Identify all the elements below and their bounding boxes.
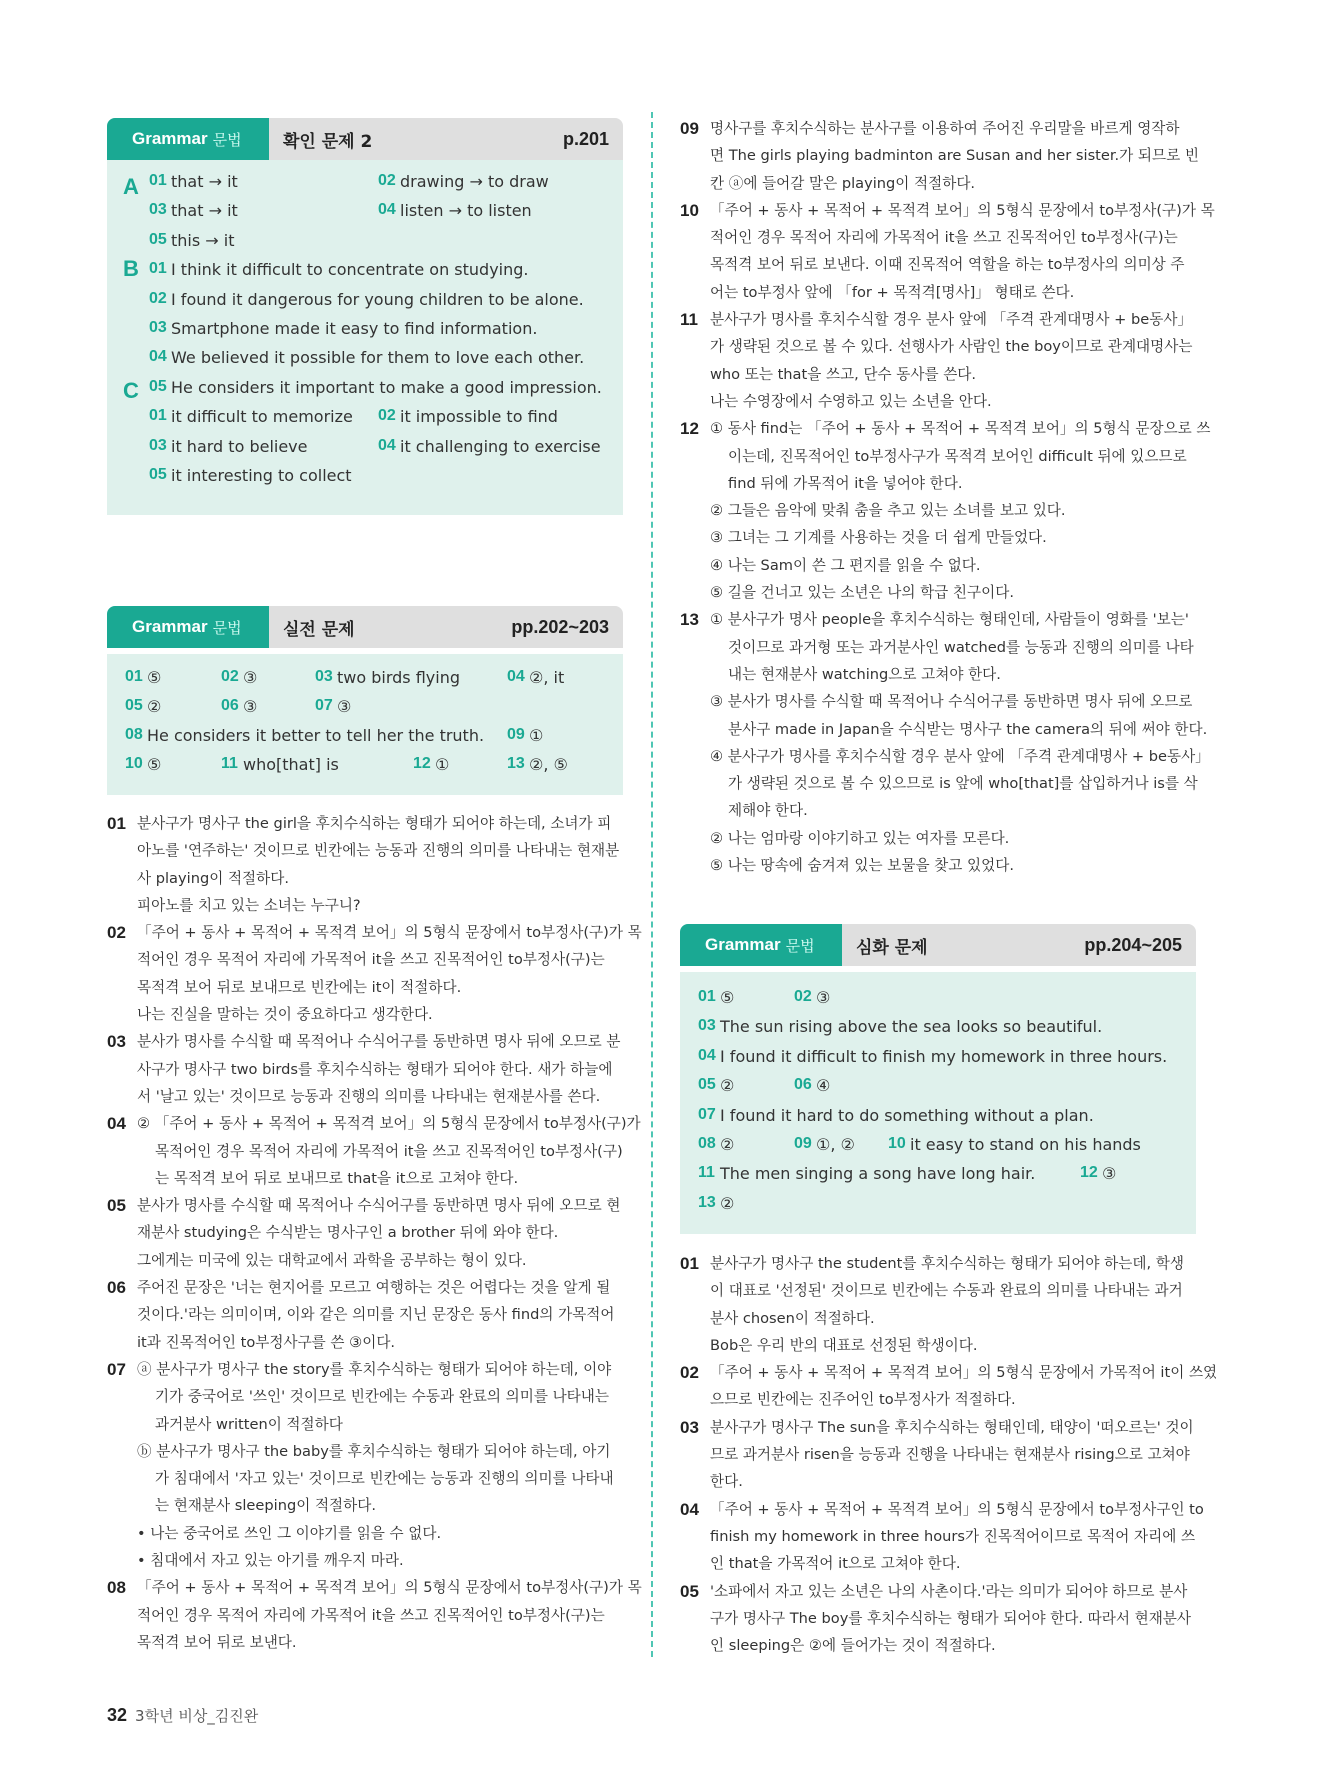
text-line: 한다. — [710, 1473, 743, 1491]
item-number: 03 — [107, 1032, 126, 1052]
text-line: ① 분사구가 명사 people을 후치수식하는 형태인데, 사람들이 영화를 '보는' — [710, 611, 1189, 629]
text-line: 나는 진실을 말하는 것이 중요하다고 생각한다. — [137, 1006, 433, 1024]
item-text — [137, 810, 623, 919]
item-number: 11 — [680, 310, 698, 330]
answer-text: ②, ⑤ — [529, 755, 568, 774]
answer-number: 02 — [378, 407, 396, 425]
answer-text: ⑤ — [720, 988, 735, 1007]
text-line: 기가 중국어로 '쓰인' 것이므로 빈칸에는 수동과 완료의 의미를 나타내는 — [155, 1388, 609, 1406]
text-line: who 또는 that을 쓰고, 단수 동사를 쓴다. — [710, 365, 977, 383]
answer-number: 05 — [149, 377, 167, 395]
text-line: ⓑ 분사구가 명사구 the baby를 후치수식하는 형태가 되어야 하는데, 아기 — [137, 1442, 611, 1460]
explanation-item — [680, 1250, 1196, 1359]
answer-number: 10 — [888, 1135, 906, 1152]
answer-text: Smartphone made it easy to find information. — [171, 319, 538, 338]
answer-text: ③ — [337, 697, 352, 716]
text-line: ⓐ 분사구가 명사구 the story를 후치수식하는 형태가 되어야 하는데, 이야 — [137, 1361, 612, 1378]
item-number: 03 — [680, 1417, 699, 1437]
text-line: 분사구가 명사구 the student를 후치수식하는 형태가 되어야 하는데, 학생 — [710, 1255, 1184, 1272]
text-line: 분사가 명사를 수식할 때 목적어나 수식어구를 동반하면 명사 뒤에 오므로 현 — [137, 1197, 621, 1215]
answer-text: who[that] is — [243, 755, 339, 774]
answer-text: The men singing a song have long hair. — [720, 1164, 1036, 1184]
section-letter: A — [123, 174, 139, 199]
text-line: ② 「주어 + 동사 + 목적어 + 목적격 보어」의 5형식 문장에서 to부정사(구)가 — [137, 1115, 641, 1133]
answer-number: 03 — [149, 319, 167, 336]
item-number: 13 — [680, 610, 699, 630]
answer-number: 09 — [794, 1135, 812, 1152]
section-title: 실전 문제 — [283, 619, 355, 640]
explanation-item — [680, 1359, 1218, 1414]
item-text — [137, 1274, 623, 1356]
answer-number: 07 — [698, 1105, 716, 1123]
item-text — [137, 919, 642, 1028]
item-text — [710, 1578, 1196, 1660]
text-line: 과거분사 written이 적절하다 — [155, 1415, 343, 1433]
text-line: 제해야 한다. — [728, 802, 808, 820]
text-line: 적어인 경우 목적어 자리에 가목적어 it을 쓰고 진목적어인 to부정사(구)는 — [137, 1606, 605, 1624]
text-line: it과 진목적어인 to부정사구를 쓴 ③이다. — [137, 1333, 396, 1351]
item-text — [137, 1356, 623, 1574]
answer-text: The sun rising above the sea looks so beautiful. — [720, 1017, 1103, 1037]
answer-text: ③ — [1102, 1164, 1117, 1184]
text-line: 면 The girls playing badminton are Susan and her sister.가 되므로 빈 — [710, 147, 1199, 165]
answer-text: it hard to believe — [171, 436, 308, 456]
text-line: 사 playing이 적절하다. — [137, 869, 289, 887]
text-line: ③ 분사가 명사를 수식할 때 목적어나 수식어구를 동반하면 명사 뒤에 오므로 — [710, 693, 1193, 711]
explanation-item — [680, 1496, 1204, 1578]
section-title: 확인 문제 2 — [283, 131, 373, 152]
item-text — [710, 115, 1199, 197]
item-text — [710, 1359, 1218, 1414]
text-line: 「주어 + 동사 + 목적어 + 목적격 보어」의 5형식 문장에서 to부정사(구)가 목 — [137, 924, 642, 942]
explanation-item — [107, 1110, 641, 1192]
answer-text: I think it difficult to concentrate on studying. — [171, 260, 529, 280]
answer-number: 02 — [221, 668, 239, 685]
text-line: 인 that을 가목적어 it으로 고쳐야 한다. — [710, 1555, 961, 1573]
text-line: 피아노를 치고 있는 소녀는 누구니? — [137, 896, 361, 914]
text-line: 분사구 made in Japan을 수식받는 명사구 the camera의 뒤에 써야 한다. — [728, 720, 1208, 738]
answer-number: 13 — [698, 1193, 716, 1211]
page-number: 32 — [107, 1705, 128, 1725]
item-number: 05 — [107, 1196, 126, 1216]
answer-number: 03 — [149, 436, 167, 454]
text-line: ② 그들은 음악에 맞춰 춤을 추고 있는 소녀를 보고 있다. — [710, 502, 1066, 520]
item-text — [710, 1250, 1196, 1359]
item-number: 10 — [680, 200, 699, 220]
answer-number: 01 — [149, 407, 167, 425]
answer-number: 08 — [125, 726, 143, 743]
text-line: 가 침대에서 '자고 있는' 것이므로 빈칸에는 능동과 진행의 의미를 나타내 — [155, 1470, 614, 1488]
explanation-item — [107, 1356, 623, 1574]
text-line: 「주어 + 동사 + 목적어 + 목적격 보어」의 5형식 문장에서 to부정사(구)가 목 — [137, 1579, 642, 1597]
answer-text: it interesting to collect — [171, 466, 352, 485]
answer-box-advanced — [680, 972, 1196, 1234]
item-text — [710, 1496, 1204, 1578]
answer-number: 05 — [698, 1076, 716, 1094]
text-line: ⑤ 길을 건너고 있는 소년은 나의 학급 친구이다. — [710, 584, 1014, 602]
explanation-item — [680, 197, 1215, 306]
answer-number: 04 — [698, 1046, 716, 1064]
text-line: 「주어 + 동사 + 목적어 + 목적격 보어」의 5형식 문장에서 가목적어 it이 쓰였 — [710, 1364, 1218, 1382]
answer-number: 03 — [149, 201, 167, 219]
answer-text: I found it dangerous for young children to be alone. — [171, 289, 584, 309]
item-text — [710, 306, 1196, 415]
text-line: 이는데, 진목적어인 to부정사구가 목적격 보어인 difficult 뒤에 있으므로 — [728, 447, 1187, 465]
text-line: 이 대표로 '선정된' 것이므로 빈칸에는 수동과 완료의 의미를 나타내는 과거 — [710, 1282, 1183, 1300]
text-line: 그에게는 미국에 있는 대학교에서 과학을 공부하는 형이 있다. — [137, 1251, 527, 1269]
answer-number: 06 — [794, 1076, 812, 1094]
item-text — [710, 197, 1215, 306]
text-line: 재분사 studying은 수식받는 명사구인 a brother 뒤에 와야 한다. — [137, 1224, 559, 1242]
text-line: 분사구가 명사구 the girl을 후치수식하는 형태가 되어야 하는데, 소녀가 피 — [137, 815, 612, 832]
explanation-item — [680, 1414, 1196, 1496]
text-line: • 침대에서 자고 있는 아기를 깨우지 마라. — [137, 1552, 404, 1570]
item-number: 06 — [107, 1278, 126, 1298]
answer-number: 10 — [125, 755, 143, 772]
answer-number: 02 — [794, 988, 812, 1005]
section-header-check — [107, 118, 623, 160]
answer-text: it challenging to exercise — [400, 436, 601, 456]
footer-text: 3학년 비상_김진완 — [135, 1707, 259, 1725]
item-number: 08 — [107, 1578, 126, 1598]
answer-number: 05 — [149, 466, 167, 483]
text-line: 사구가 명사구 two birds를 후치수식하는 형태가 되어야 한다. 새가 하늘에 — [137, 1060, 613, 1078]
text-line: 구가 명사구 The boy를 후치수식하는 형태가 되어야 한다. 따라서 현재분사 — [710, 1609, 1191, 1627]
answer-number: 04 — [378, 436, 396, 454]
item-number: 12 — [680, 419, 699, 439]
answer-text: ① — [529, 726, 544, 745]
answer-number: 12 — [1080, 1164, 1098, 1182]
item-number: 02 — [680, 1363, 699, 1383]
text-line: 어는 to부정사 앞에 「for + 목적격[명사]」 형태로 쓴다. — [710, 283, 1075, 301]
text-line: 목적격 보어 뒤로 보낸다. 이때 진목적어 역할을 하는 to부정사의 의미상 주 — [710, 256, 1185, 274]
answer-text: I found it difficult to finish my homework in three hours. — [720, 1046, 1168, 1066]
answer-text: ② — [720, 1135, 735, 1154]
answer-text: that → it — [171, 172, 238, 191]
grammar-tag: Grammar 문법 — [680, 924, 842, 966]
explanation-item — [107, 810, 623, 919]
answer-text: ① — [435, 755, 450, 774]
grammar-tag: Grammar 문법 — [107, 118, 269, 160]
answer-number: 04 — [378, 201, 396, 219]
answer-number: 04 — [507, 668, 525, 685]
text-line: 는 목적격 보어 뒤로 보내므로 that을 it으로 고쳐야 한다. — [155, 1169, 519, 1187]
text-line: 는 현재분사 sleeping이 적절하다. — [155, 1497, 376, 1515]
answer-text: ③ — [243, 697, 258, 716]
answer-text: I found it hard to do something without a plan. — [720, 1105, 1094, 1125]
text-line: 「주어 + 동사 + 목적어 + 목적격 보어」의 5형식 문장에서 to부정사구인 to — [710, 1500, 1204, 1518]
answer-number: 06 — [221, 697, 239, 714]
explanation-item — [680, 306, 1196, 415]
answer-number: 09 — [507, 726, 525, 743]
text-line: 가 생략된 것으로 볼 수 있으므로 is 앞에 who[that]를 삽입하거나 is를 삭 — [728, 775, 1198, 793]
text-line: 나는 수영장에서 수영하고 있는 소년을 안다. — [710, 392, 992, 410]
section-letter: C — [123, 378, 139, 403]
text-line: 「주어 + 동사 + 목적어 + 목적격 보어」의 5형식 문장에서 to부정사(구)가 목 — [710, 201, 1215, 219]
answer-text: drawing → to draw — [400, 172, 549, 191]
answer-text: ①, ② — [816, 1135, 855, 1154]
answer-text: ③ — [816, 988, 831, 1007]
answer-text: this → it — [171, 230, 235, 250]
answer-text: it easy to stand on his hands — [910, 1135, 1141, 1154]
text-line: ① 동사 find는 「주어 + 동사 + 목적어 + 목적격 보어」의 5형식 문장으로 쓰 — [710, 420, 1211, 438]
explanation-item — [107, 1192, 623, 1274]
text-line: ② 나는 엄마랑 이야기하고 있는 여자를 모른다. — [710, 829, 1010, 847]
answer-text: ② — [720, 1193, 735, 1213]
answer-text: ② — [147, 697, 162, 716]
section-title: 심화 문제 — [856, 937, 928, 958]
text-line: 인 sleeping은 ②에 들어가는 것이 적절하다. — [710, 1637, 996, 1655]
item-number: 07 — [107, 1360, 126, 1379]
section-header-practice — [107, 606, 623, 648]
explanation-item — [680, 606, 1210, 879]
text-line: finish my homework in three hours가 진목적어이므로 목적어 자리에 쓰 — [710, 1527, 1196, 1545]
answer-text: listen → to listen — [400, 201, 532, 221]
item-number: 04 — [680, 1499, 699, 1519]
page-ref: pp.202~203 — [511, 616, 609, 637]
text-line: 목적격 보어 뒤로 보내므로 빈칸에는 it이 적절하다. — [137, 978, 462, 996]
answer-number: 04 — [149, 348, 167, 366]
answer-text: ④ — [816, 1076, 831, 1096]
text-line: 므로 과거분사 risen을 능동과 진행을 나타내는 현재분사 rising으로 고쳐야 — [710, 1446, 1190, 1464]
answer-number: 08 — [698, 1135, 716, 1152]
item-number: 09 — [680, 119, 699, 138]
answer-number: 13 — [507, 755, 525, 772]
item-text — [710, 606, 1210, 879]
text-line: 으므로 빈칸에는 진주어인 to부정사가 적절하다. — [710, 1391, 1016, 1409]
answer-number: 11 — [698, 1164, 715, 1182]
text-line: 서 '날고 있는' 것이므로 능동과 진행의 의미를 나타내는 현재분사를 쓴다. — [137, 1087, 601, 1105]
explanation-item — [107, 1274, 623, 1356]
item-text — [137, 1110, 641, 1192]
answer-text: it impossible to find — [400, 407, 558, 427]
text-line: ④ 분사구가 명사를 후치수식할 경우 분사 앞에 「주격 관계대명사 + be동사」 — [710, 747, 1210, 765]
answer-box-check — [107, 160, 623, 515]
answer-text: ② — [720, 1076, 735, 1096]
answer-text: ②, it — [529, 668, 565, 687]
item-text — [710, 1414, 1196, 1496]
text-line: ④ 나는 Sam이 쓴 그 편지를 읽을 수 없다. — [710, 556, 981, 574]
text-line: 분사가 명사를 수식할 때 목적어나 수식어구를 동반하면 명사 뒤에 오므로 분 — [137, 1033, 621, 1051]
text-line: 내는 현재분사 watching으로 고쳐야 한다. — [728, 665, 1001, 683]
answer-number: 11 — [221, 755, 238, 772]
item-text — [137, 1028, 623, 1110]
answer-number: 01 — [125, 668, 143, 685]
section-header-advanced — [680, 924, 1196, 966]
text-line: 적어인 경우 목적어 자리에 가목적어 it을 쓰고 진목적어인 to부정사(구)는 — [137, 951, 605, 969]
item-text — [137, 1192, 623, 1274]
explanation-item — [107, 1574, 642, 1656]
answer-text: He considers it better to tell her the truth. — [147, 726, 485, 745]
answer-number: 05 — [125, 697, 143, 714]
answer-number: 01 — [149, 172, 167, 189]
text-line: ⑤ 나는 땅속에 숨겨져 있는 보물을 찾고 있었다. — [710, 857, 1014, 875]
text-line: 것이다.'라는 의미이며, 이와 같은 의미를 지닌 문장은 동사 find의 가목적어 — [137, 1306, 615, 1324]
answer-number: 03 — [315, 668, 333, 685]
answer-text: that → it — [171, 201, 238, 221]
answer-number: 02 — [378, 172, 396, 189]
text-line: 분사 chosen이 적절하다. — [710, 1309, 875, 1327]
text-line: 명사구를 후치수식하는 분사구를 이용하여 주어진 우리말을 바르게 영작하 — [710, 120, 1180, 137]
text-line: 아노를 '연주하는' 것이므로 빈칸에는 능동과 진행의 의미를 나타내는 현재분 — [137, 842, 620, 860]
item-text — [137, 1574, 642, 1656]
explanation-item — [680, 1578, 1196, 1660]
text-line: 가 생략된 것으로 볼 수 있다. 선행사가 사람인 the boy이므로 관계대명사는 — [710, 338, 1193, 356]
item-number: 02 — [107, 923, 126, 943]
item-text — [710, 415, 1211, 606]
answer-text: two birds flying — [337, 668, 460, 687]
page-ref: p.201 — [562, 128, 609, 149]
answer-text: it difficult to memorize — [171, 407, 353, 427]
answer-number: 07 — [315, 697, 333, 714]
text-line: 목적어인 경우 목적어 자리에 가목적어 it을 쓰고 진목적어인 to부정사(구) — [155, 1142, 623, 1160]
explanation-item — [680, 115, 1199, 197]
answer-box-practice — [107, 654, 623, 795]
answer-text: ⑤ — [147, 668, 162, 687]
answer-text: ③ — [243, 668, 258, 687]
text-line: 주어진 문장은 '너는 현지어를 모르고 여행하는 것은 어렵다는 것을 알게 될 — [137, 1279, 611, 1297]
grammar-tag: Grammar 문법 — [107, 606, 269, 648]
answer-number: 12 — [413, 755, 431, 772]
text-line: 칸 ⓐ에 들어갈 말은 playing이 적절하다. — [710, 174, 976, 192]
text-line: • 나는 중국어로 쓰인 그 이야기를 읽을 수 없다. — [137, 1524, 442, 1542]
answer-number: 03 — [698, 1017, 716, 1035]
answer-number: 01 — [698, 988, 716, 1005]
item-number: 01 — [680, 1254, 699, 1273]
text-line: 목적격 보어 뒤로 보낸다. — [137, 1633, 297, 1651]
text-line: Bob은 우리 반의 대표로 선정된 학생이다. — [710, 1336, 978, 1354]
item-number: 01 — [107, 814, 126, 833]
answer-text: We believed it possible for them to love each other. — [171, 348, 585, 368]
section-letter: B — [123, 256, 139, 281]
explanation-item — [107, 1028, 623, 1110]
text-line: 분사구가 명사를 후치수식할 경우 분사 앞에 「주격 관계대명사 + be동사」 — [710, 311, 1193, 329]
explanation-item — [107, 919, 642, 1028]
item-number: 04 — [107, 1114, 126, 1134]
column-divider — [651, 112, 653, 1657]
text-line: 분사구가 명사구 The sun을 후치수식하는 형태인데, 태양이 '떠오르는' 것이 — [710, 1418, 1194, 1436]
text-line: '소파에서 자고 있는 소년은 나의 사촌이다.'라는 의미가 되어야 하므로 분사 — [710, 1582, 1188, 1600]
answer-number: 05 — [149, 230, 167, 248]
item-number: 05 — [680, 1581, 699, 1601]
answer-text: He considers it important to make a good impression. — [171, 377, 602, 397]
answer-number: 01 — [149, 260, 167, 278]
page-footer — [107, 1705, 258, 1726]
text-line: 것이므로 과거형 또는 과거분사인 watched를 능동과 진행의 의미를 나타 — [728, 638, 1194, 656]
answer-text: ⑤ — [147, 755, 162, 774]
text-line: ③ 그녀는 그 기계를 사용하는 것을 더 쉽게 만들었다. — [710, 529, 1047, 547]
text-line: 적어인 경우 목적어 자리에 가목적어 it을 쓰고 진목적어인 to부정사(구)는 — [710, 229, 1178, 247]
answer-number: 02 — [149, 289, 167, 307]
page-ref: pp.204~205 — [1084, 934, 1182, 955]
explanation-item — [680, 415, 1211, 606]
text-line: find 뒤에 가목적어 it을 넣어야 한다. — [728, 474, 963, 492]
